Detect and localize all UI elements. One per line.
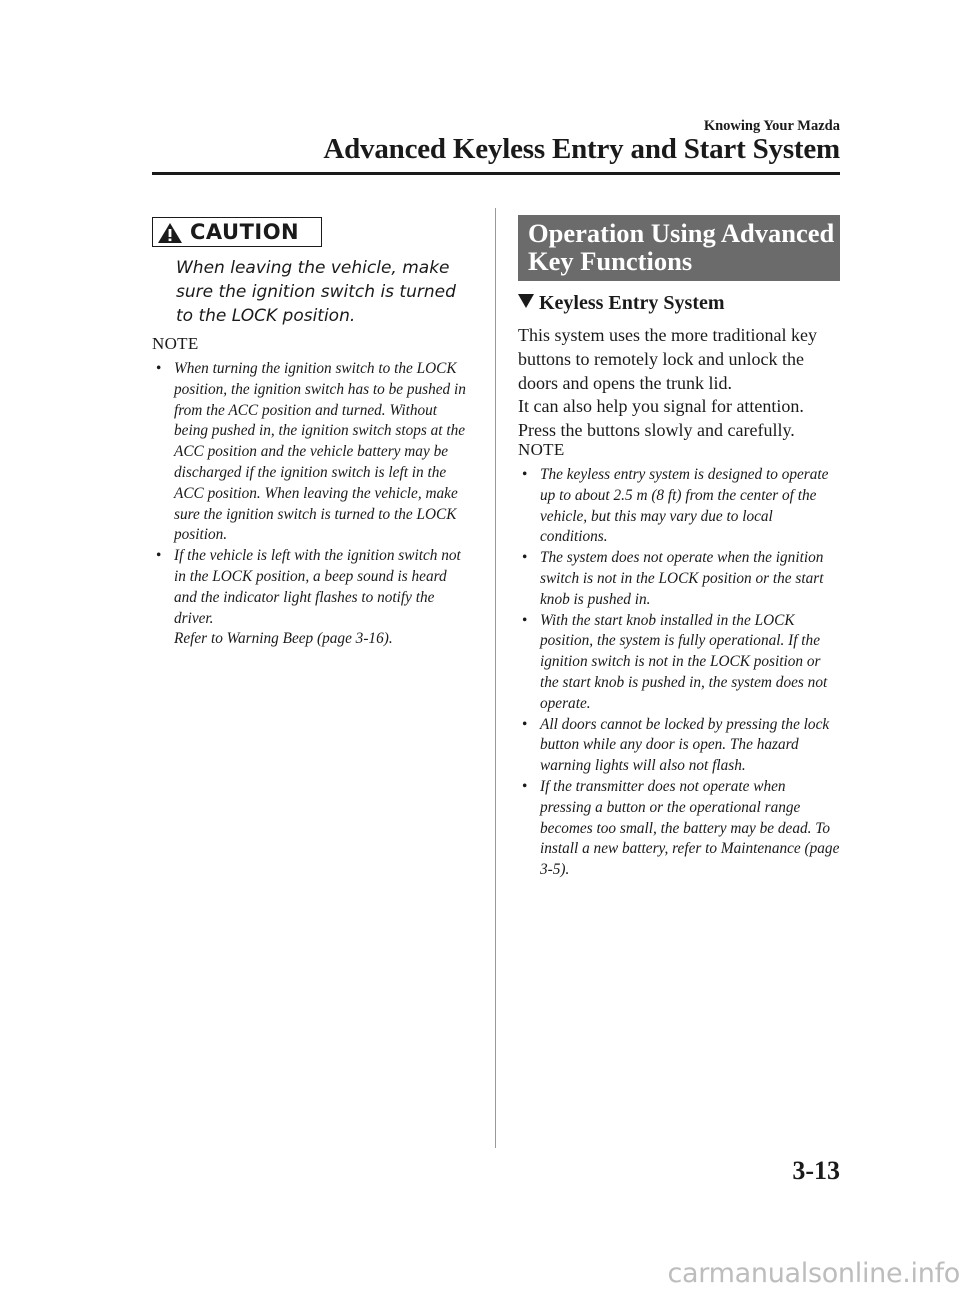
- section-title: Operation Using Advanced Key Functions: [528, 218, 835, 276]
- note-list-right: [518, 465, 840, 881]
- page-title: Advanced Keyless Entry and Start System: [323, 133, 840, 165]
- section-banner: [518, 215, 840, 281]
- list-item: • With the start knob installed in the LOCK position, the system is fully operational. If the ignition switch is not in the LOCK position or the start knob is pushed in, the system does not operate.: [518, 611, 840, 715]
- list-item: • If the vehicle is left with the ignition switch not in the LOCK position, a beep sound is heard and the indicator light flashes to notify the driver. Refer to Warning Beep (page 3-16).: [152, 546, 470, 650]
- note-list-left: [152, 359, 470, 650]
- subheading: [518, 292, 725, 315]
- subheading-label: Keyless Entry System: [539, 292, 725, 314]
- list-item: • When turning the ignition switch to the LOCK position, the ignition switch has to be pushed in from the ACC position and turned. Without being pushed in, the ignition switch stops at the ACC position and the vehicle battery may be discharged if the ignition switch is left in the ACC position. When leaving the vehicle, make sure the ignition switch is turned to the LOCK position.: [152, 359, 470, 546]
- caution-text: When leaving the vehicle, make sure the ignition switch is turned to the LOCK position.: [176, 258, 456, 326]
- list-item: • The keyless entry system is designed to operate up to about 2.5 m (8 ft) from the center of the vehicle, but this may vary due to local conditions.: [518, 465, 840, 548]
- warning-triangle-icon: [157, 222, 183, 244]
- watermark: carmanualsonline.info: [667, 1258, 960, 1289]
- list-item: • If the transmitter does not operate when pressing a button or the operational range becomes too small, the battery may be dead. To install a new battery, refer to Maintenance (page 3-5).: [518, 777, 840, 881]
- page-number: 3-13: [792, 1156, 840, 1185]
- note-label-right: NOTE: [518, 440, 565, 459]
- column-divider: [495, 208, 496, 1148]
- list-item: • All doors cannot be locked by pressing the lock button while any door is open. The hazard warning lights will also not flash.: [518, 715, 840, 777]
- body-paragraph: This system uses the more traditional key buttons to remotely lock and unlock the doors and opens the trunk lid. It can also help you signal for attention. Press the buttons slowly and carefully.: [518, 325, 817, 441]
- list-item: • The system does not operate when the ignition switch is not in the LOCK position or the start knob is pushed in.: [518, 548, 840, 610]
- caution-label: CAUTION: [190, 220, 300, 244]
- header-rule: [152, 172, 840, 175]
- chapter-label: Knowing Your Mazda: [703, 118, 840, 134]
- triangle-down-icon: [518, 294, 534, 308]
- note-label-left: NOTE: [152, 334, 199, 353]
